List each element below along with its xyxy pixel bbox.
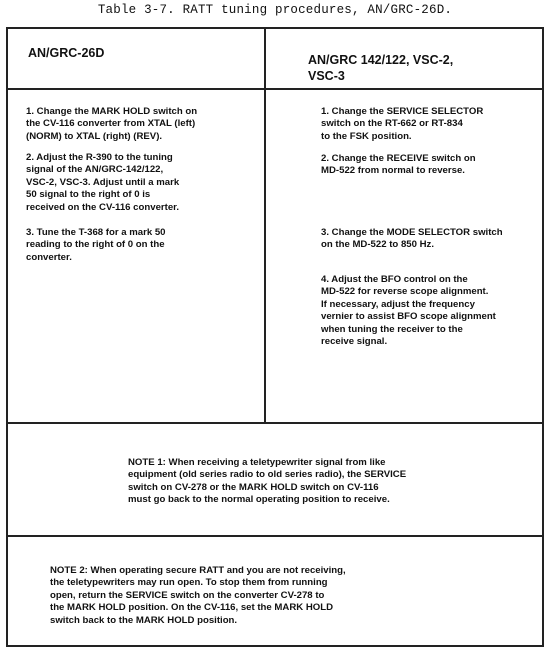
step-right-1: 1. Change the SERVICE SELECTOR switch on the RT-662 or RT-834 to the FSK position. xyxy=(321,106,484,142)
procedures-table xyxy=(6,27,544,647)
step-left-2: 2. Adjust the R-390 to the tuning signal of the AN/GRC-142/122, VSC-2, VSC-3. Adjust until a mark 50 signal to the right of 0 is received on the CV-116 converter. xyxy=(26,152,180,213)
notes-divider xyxy=(8,422,542,424)
note-divider xyxy=(8,535,542,537)
header-divider xyxy=(8,88,542,90)
step-left-1: 1. Change the MARK HOLD switch on the CV-116 converter from XTAL (left) (NORM) to XTAL (right) (REV). xyxy=(26,106,198,142)
step-right-4: 4. Adjust the BFO control on the MD-522 for reverse scope alignment. If necessary, adjust the frequency vernier to assist BFO scope alignment when tuning the receiver to the receive signal. xyxy=(321,274,496,348)
column-header-grc-142: AN/GRC 142/122, VSC-2, VSC-3 xyxy=(308,53,454,83)
step-right-3: 3. Change the MODE SELECTOR switch on the MD-522 to 850 Hz. xyxy=(321,227,503,251)
step-left-3: 3. Tune the T-368 for a mark 50 reading to the right of 0 on the converter. xyxy=(26,227,166,263)
column-header-grc-26d: AN/GRC-26D xyxy=(28,46,105,60)
step-right-2: 2. Change the RECEIVE switch on MD-522 from normal to reverse. xyxy=(321,153,476,177)
table-caption: Table 3-7. RATT tuning procedures, AN/GRC-26D. xyxy=(97,3,453,17)
note-1: NOTE 1: When receiving a teletypewriter signal from like equipment (old series radio to old series radio), the SERVICE switch on CV-278 or the MARK HOLD switch on CV-116 must go back to the normal operating position to receive. xyxy=(128,457,407,506)
note-2: NOTE 2: When operating secure RATT and you are not receiving, the teletypewriters may run open. To stop them from running open, return the SERVICE switch on the converter CV-278 to the MARK HOLD position. On the CV-116, set the MARK HOLD switch back to the MARK HOLD position. xyxy=(50,565,346,626)
